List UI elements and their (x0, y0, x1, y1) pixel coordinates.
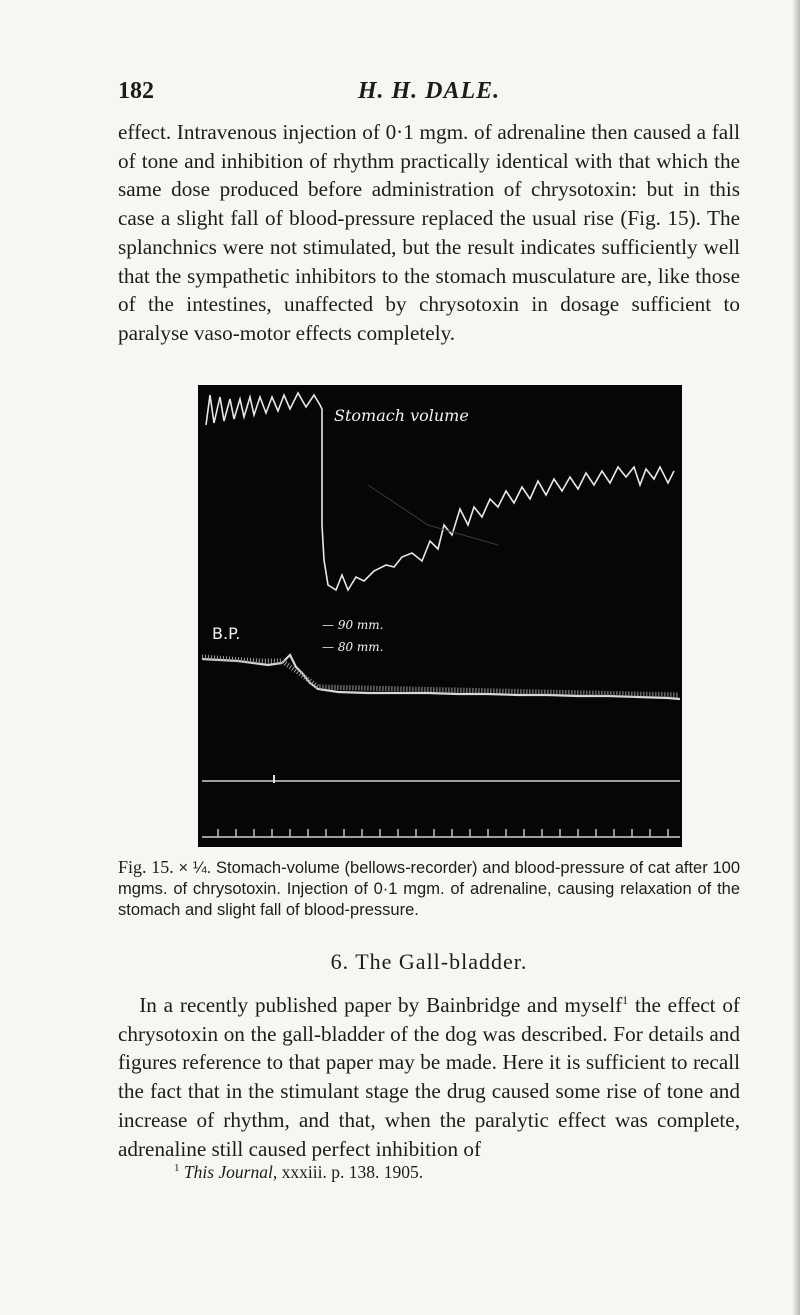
page-header (118, 78, 740, 110)
tracing-svg (198, 385, 682, 847)
paragraph-2-rest: the effect of chrysotoxin on the gall-bladder of the dog was described. For details and figures reference to that paper may be made. Here it is sufficient to recall the fact that in the stimulant stage the drug caused some rise of tone and increase of rhythm, and that, when the paralytic effect was complete, adrenaline still caused perfect inhibition of (118, 993, 740, 1161)
figure-scale-lower: — 80 mm. (322, 640, 384, 654)
figure-caption-text: × ¼. Stomach-volume (bellows-recorder) and blood-pressure of cat after 100 mgms. of chrysotoxin. Injection of 0·1 mgm. of adrenaline, causing relaxation of the stomach and slight fall of blood-pressure. (118, 859, 741, 919)
footnote-citation: , xxxiii. p. 138. 1905. (272, 1162, 424, 1182)
figure-caption-label: Fig. 15. (118, 857, 174, 877)
page-number: 182 (118, 78, 154, 104)
running-head: H. H. DALE. (357, 78, 501, 104)
footnote-reference[interactable]: 1 (622, 992, 629, 1007)
section-heading: 6. The Gall-bladder. (330, 949, 528, 974)
kymograph-figure (198, 385, 682, 847)
body-paragraph-2 (118, 991, 740, 1163)
footnote-mark: 1 (174, 1162, 180, 1175)
paragraph-2-start: In a recently published paper by Bainbridge and myself (139, 993, 623, 1017)
figure-caption (118, 857, 740, 921)
body-paragraph-1: effect. Intravenous injection of 0·1 mgm. of adrenaline then caused a fall of tone and inhibition of rhythm practically identical with that which the same dose produced before administration of chrysotoxin: but in this case a slight fall of blood-pressure replaced the usual rise (Fig. 15). The splanchnics were not stimulated, but the result indicates sufficiently well that the sympathetic inhibitors to the stomach musculature are, like those of the intestines, unaffected by chrysotoxin in dosage sufficient to paralyse vaso-motor effects completely. (118, 120, 740, 345)
footnote (174, 1162, 423, 1183)
footnote-journal: This Journal (183, 1162, 273, 1182)
figure-label-stomach-volume: Stomach volume (334, 406, 469, 425)
time-marker-ticks (218, 829, 668, 837)
page-edge-shadow (792, 0, 800, 1315)
figure-scale-upper: — 90 mm. (322, 618, 384, 632)
figure-label-bp: B.P. (212, 624, 241, 643)
